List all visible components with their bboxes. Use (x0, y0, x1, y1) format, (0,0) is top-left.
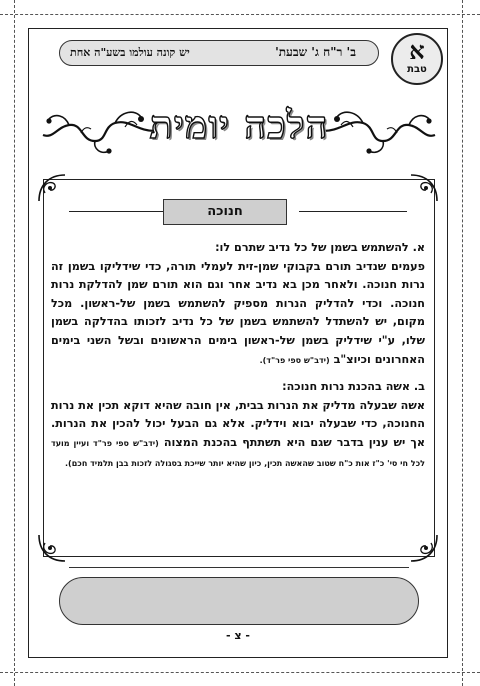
section-title: א. להשתמש בשמן של כל נדיב שתרם לו: (215, 241, 425, 254)
date-bar (59, 40, 379, 66)
section-tag-row (29, 199, 447, 225)
banner-title: הלכה יומית (149, 102, 329, 147)
page-number: - צ - (226, 629, 250, 642)
source-reference: (ידב"ש ספי פר"ד ועיין מועד לכל חי סי' כ"ז אות כ"ח שטוב שהאשה תכין, כיון שהיא יותר שייכת בסגולה לזכות בבן תלמיד חכם). (51, 438, 425, 468)
corner-ornament-icon (407, 531, 441, 565)
divider (299, 211, 407, 212)
section-text: אשה שבעלה מדליק את הנרות בבית, אין חובה שהיא דוקא תכין את נרות החנוכה, כדי שבעלה יבוא וידליק. אלא גם הבעל יכול להכין את הנרות. אך יש ענין בדבר שגם היא תשתתף בהכנת המצוה (51, 398, 425, 449)
cut-line-bottom (0, 672, 480, 673)
notice-box (59, 577, 419, 625)
corner-ornament-icon (35, 531, 69, 565)
badge-letter: א (409, 36, 425, 65)
hebrew-date: ב' ר"ח ג' שבעת' (275, 45, 356, 59)
cut-line-top (0, 14, 480, 15)
source-reference: (ידב"ש ספי פר"ד). (259, 355, 330, 365)
section-tag: חנוכה (163, 199, 287, 225)
section-body (51, 258, 425, 371)
bottom-divider (69, 567, 409, 568)
halacha-content (51, 239, 425, 473)
section-body (51, 397, 425, 473)
day-badge (391, 33, 443, 85)
cut-line-right (462, 0, 463, 686)
title-banner (37, 97, 441, 163)
divider (69, 211, 177, 212)
cut-line-left (14, 0, 15, 686)
section-text: פעמים שנדיב תורם בקבוקי שמן-זית לעמלי תורה, כדי שידליקו בשמן זה נרות חנוכה. ולאחר מכן בא נדיב אחר וגם הוא תורם שמן להדלקת נרות חנוכה. וכדי להדליק הנרות מספיק להשתמש בשמן של-ראשון. מכל מקום, יש להשתדל להשתמש בשמן של כל נדיב לזכותו בהדלקה בשמן שלו, ע"י שידליק בשמן של-ראשון בימים הראשונים ובשל השני בימים האחרונים וכיוצ"ב (51, 259, 425, 366)
section-title: ב. אשה בהכנת נרות חנוכה: (282, 380, 425, 394)
badge-month: טבת (407, 64, 427, 75)
dedication-text: יש קונה עולמו בשע"ה אחת (70, 46, 190, 59)
document-page (28, 28, 448, 658)
